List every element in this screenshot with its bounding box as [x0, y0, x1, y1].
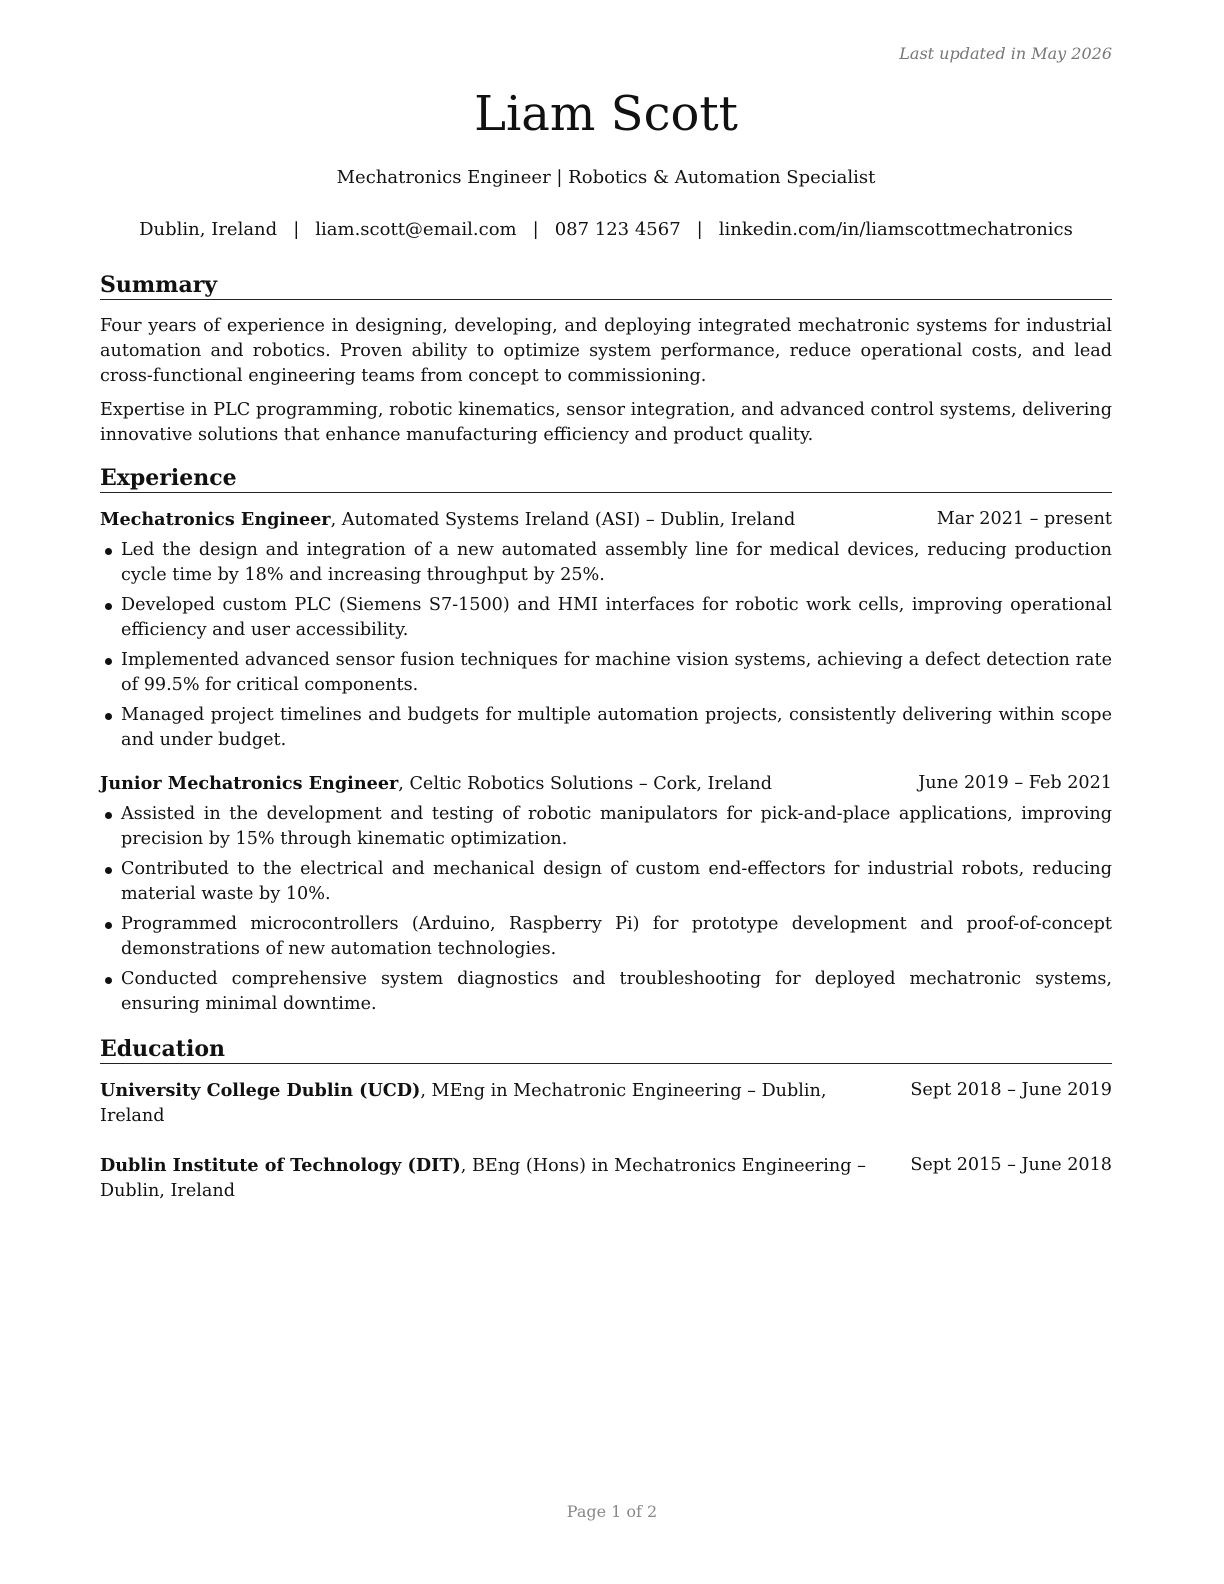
bullet-item: Contributed to the electrical and mechanical design of custom end-effectors for industrial robots, reducing material waste by 10%. [100, 857, 1112, 907]
job-dates: June 2019 – Feb 2021 [918, 773, 1112, 793]
education-entry [100, 1153, 1112, 1204]
experience-section [100, 465, 1112, 1022]
bullet-item: Led the design and integration of a new automated assembly line for medical devices, reducing production cycle time by 18% and increasing throughput by 25%. [100, 538, 1112, 588]
job-header [100, 771, 1112, 797]
candidate-name: Liam Scott [474, 86, 738, 142]
section-title-education: Education [100, 1036, 1112, 1064]
education-dates: Sept 2015 – June 2018 [910, 1155, 1112, 1175]
job-bullets [100, 538, 1112, 753]
contact-location: Dublin, Ireland [139, 219, 278, 240]
job-entry [100, 771, 1112, 1017]
page-number: Page 1 of 2 [566, 1502, 658, 1521]
bullet-item: Programmed microcontrollers (Arduino, Raspberry Pi) for prototype development and proof-of-concept demonstrations of new automation technologies. [100, 912, 1112, 962]
education-detail: , BEng (Hons) in Mechatronics Engineering – Dublin, Ireland [100, 1156, 866, 1201]
contact-line [100, 219, 1112, 240]
education-detail: , MEng in Mechatronic Engineering – Dublin, Ireland [100, 1081, 827, 1126]
contact-email[interactable]: liam.scott@email.com [315, 219, 517, 240]
job-bullets [100, 802, 1112, 1017]
summary-paragraph: Four years of experience in designing, developing, and deploying integrated mechatronic systems for industrial automation and robotics. Proven ability to optimize system performance, reduce operational costs, and lead cross-functional engineering teams from concept to commissioning. [100, 316, 1112, 386]
job-role: Junior Mechatronics Engineer [100, 773, 399, 794]
job-dates: Mar 2021 – present [936, 509, 1112, 529]
summary-paragraph: Expertise in PLC programming, robotic kinematics, sensor integration, and advanced control systems, delivering innovative solutions that enhance manufacturing efficiency and product quality. [100, 400, 1112, 445]
job-header [100, 507, 1112, 533]
job-org: , Celtic Robotics Solutions – Cork, Ireland [398, 774, 773, 794]
bullet-item: Conducted comprehensive system diagnostics and troubleshooting for deployed mechatronic systems, ensuring minimal downtime. [100, 967, 1112, 1017]
job-role: Mechatronics Engineer [100, 509, 331, 530]
job-org: , Automated Systems Ireland (ASI) – Dublin, Ireland [330, 510, 796, 530]
contact-separator: | [532, 219, 539, 240]
summary-section [100, 272, 1112, 448]
contact-phone: 087 123 4567 [554, 219, 681, 240]
bullet-item: Developed custom PLC (Siemens S7-1500) and HMI interfaces for robotic work cells, improving operational efficiency and user accessibility. [100, 593, 1112, 643]
education-entry [100, 1078, 1112, 1129]
bullet-item: Managed project timelines and budgets for multiple automation projects, consistently delivering within scope and under budget. [100, 703, 1112, 753]
bullet-item: Assisted in the development and testing of robotic manipulators for pick-and-place applications, improving precision by 15% through kinematic optimization. [100, 802, 1112, 852]
contact-separator: | [696, 219, 703, 240]
bullet-item: Implemented advanced sensor fusion techniques for machine vision systems, achieving a defect detection rate of 99.5% for critical components. [100, 648, 1112, 698]
education-section [100, 1036, 1112, 1204]
job-entry [100, 507, 1112, 753]
education-school: University College Dublin (UCD) [100, 1080, 421, 1101]
education-dates: Sept 2018 – June 2019 [910, 1080, 1112, 1100]
last-updated-note: Last updated in May 2026 [899, 44, 1112, 63]
section-title-summary: Summary [100, 272, 1112, 300]
contact-linkedin[interactable]: linkedin.com/in/liamscottmechatronics [718, 219, 1073, 240]
headline: Mechatronics Engineer | Robotics & Automation Specialist [336, 167, 876, 188]
contact-separator: | [293, 219, 300, 240]
section-title-experience: Experience [100, 465, 1112, 493]
education-school: Dublin Institute of Technology (DIT) [100, 1155, 461, 1176]
